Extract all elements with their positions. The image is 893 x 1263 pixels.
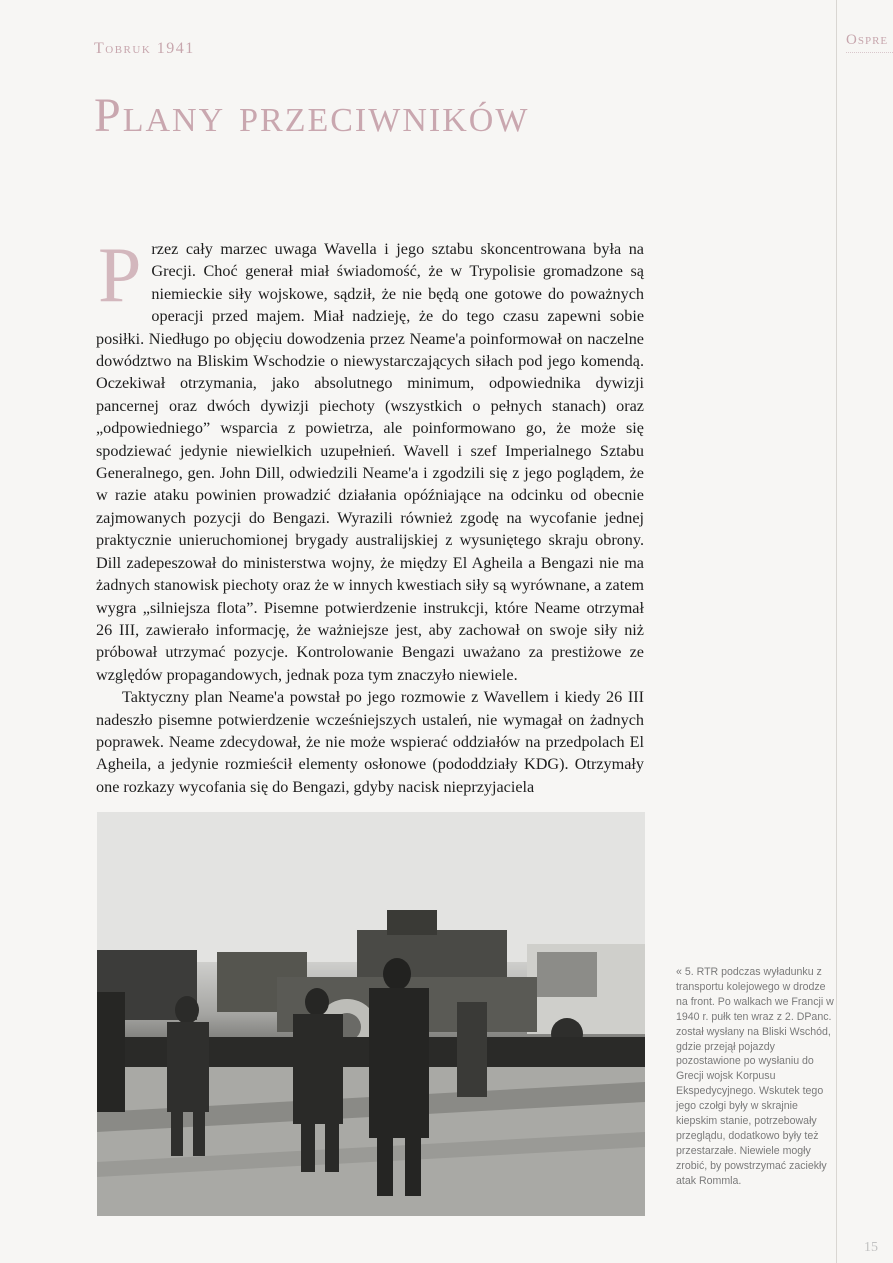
- paragraph-1: [96, 231, 644, 686]
- paragraph-2: Taktyczny plan Neame'a powstał po jego rozmowie z Wavellem i kiedy 26 III nadeszło pisemne potwierdzenie wcześniejszych ustaleń, nie wymagał on żadnych poprawek. Neame zdecydował, że nie może wspierać oddziałów na przedpolach El Agheila, a jedynie rozmieścił elementy osłonowe (pododdziały KDG). Otrzymały one rozkazy wycofania się do Bengazi, gdyby nacisk nieprzyjaciela: [96, 688, 644, 796]
- chapter-title: Plany przeciwników: [94, 89, 530, 142]
- next-page-running-head: Ospre: [846, 32, 889, 48]
- paragraph-1-text: rzez cały marzec uwaga Wavella i jego sztabu skoncentrowana była na Grecji. Choć generał miał świadomość, że w Trypolisie gromadzone są niemieckie siły wojskowe, sądził, że nie będą one gotowe do poważnych operacji przed majem. Miał nadzieję, że do tego czasu zapewni sobie posiłki. Niedługo po objęciu dowodzenia przez Neame'a poinformował on naczelne dowództwo na Bliskim Wschodzie o niewystarczających siłach pod jego komendą. Oczekiwał otrzymania, jako absolutnego minimum, odpowiednika dywizji pancernej oraz dwóch dywizji piechoty (wszystkich o pełnych stanach) oraz „odpowiedniego” wsparcia z powietrza, ale poinformowano go, że może się spodziewać jedynie niewielkich uzupełnień. Wavell i szef Imperialnego Sztabu Generalnego, gen. John Dill, odwiedzili Neame'a i zgodzili się z jego poglądem, że w razie ataku powinien prowadzić działania opóźniające na odcinku od obecnie zajmowanych pozycji do Bengazi. Wyrazili również zgodę na wycofanie jednej praktycznie unieruchomionej brygady australijskiej z wysuniętego skraju obrony. Dill zadepeszował do ministerstwa wojny, że między El Agheila a Bengazi nie ma żadnych stanowisk piechoty oraz że w innych kwestiach siły są wyrównane, a zatem wygra „silniejsza flota”. Pisemne potwierdzenie instrukcji, które Neame otrzymał 26 III, zawierało informację, że ważniejsze jest, aby zachował on swoje siły niż próbował utrzymać pozycje. Kontrolowanie Bengazi uważano za prestiżowe ze względów propagandowych, jednak poza tym znaczyło niewiele.: [96, 240, 644, 684]
- running-head: Tobruk 1941: [94, 40, 195, 57]
- article-body: [96, 231, 644, 798]
- page-fold-line: [836, 0, 837, 1263]
- photo-illustration: [97, 812, 645, 1216]
- drop-cap: P: [98, 231, 142, 318]
- next-page-subhead-mark: [846, 52, 893, 56]
- page-number: 15: [864, 1240, 878, 1255]
- photo-caption: « 5. RTR podczas wyładunku z transportu kolejowego w drodze na front. Po walkach we Francji w 1940 r. pułk ten wraz z 2. DPanc. został wysłany na Bliski Wschód, gdzie przejął pojazdy pozostawione po wysłaniu do Grecji wojsk Korpusu Ekspedycyjnego. Wskutek tego jego czołgi były w skrajnie kiepskim stanie, potrzebowały przeglądu, dodatkowo były też przestarzałe. Niewiele mogły zrobić, by powstrzymać zaciekły atak Rommla.: [676, 966, 834, 1187]
- photo-tank-unloading: [97, 812, 645, 1216]
